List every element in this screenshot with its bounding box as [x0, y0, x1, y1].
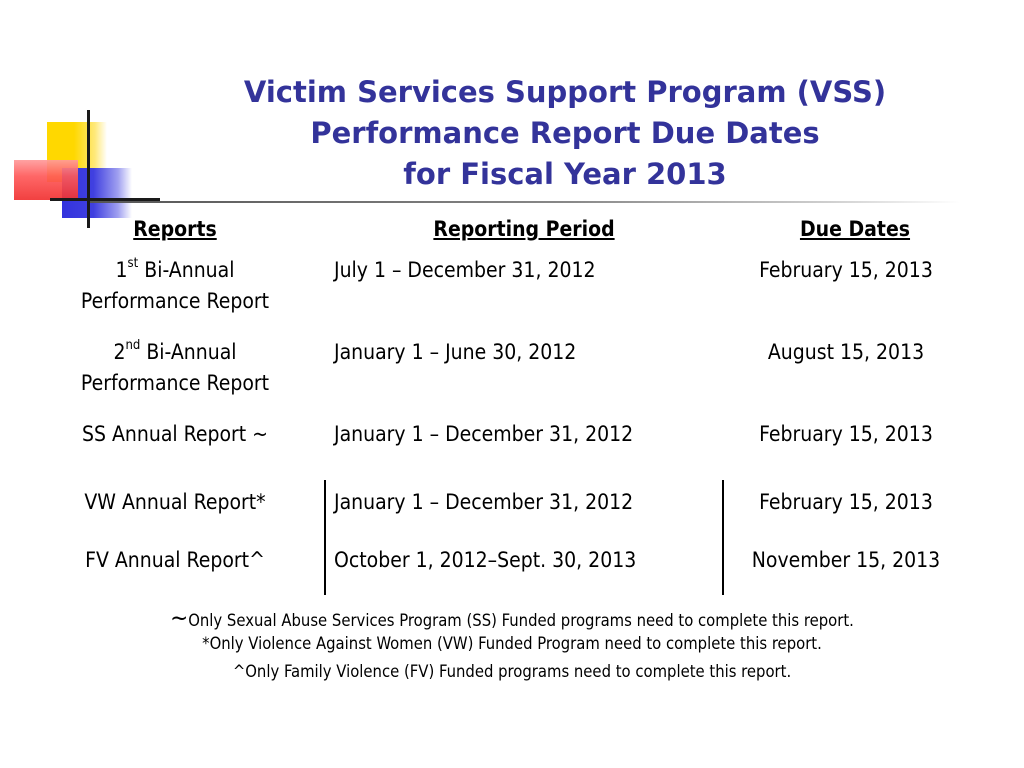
footnote-ss [20, 606, 1004, 633]
row-2-report-suffix: nd [125, 338, 141, 353]
footnote-ss-text: Only Sexual Abuse Services Program (SS) Funded programs need to complete this report. [188, 611, 854, 630]
row-5-due-date: November 15, 2013 [751, 548, 941, 572]
footnote-fv: ^Only Family Violence (FV) Funded programs need to complete this report. [232, 662, 792, 681]
row-1-period: July 1 – December 31, 2012 [334, 258, 596, 282]
row-1-report-suffix: st [127, 256, 139, 271]
header-due-dates: Due Dates [799, 217, 911, 241]
row-3-report: SS Annual Report ~ [81, 422, 269, 446]
row-2-period: January 1 – June 30, 2012 [334, 340, 577, 364]
title-line-3: for Fiscal Year 2013 [403, 157, 727, 191]
row-1-report [48, 255, 302, 317]
header-reports: Reports [133, 217, 217, 241]
row-4-report: VW Annual Report* [84, 490, 266, 514]
row-2-due-date: August 15, 2013 [767, 340, 925, 364]
row-3-due-date: February 15, 2013 [759, 422, 933, 446]
row-2-report-line-2: Performance Report [80, 371, 270, 395]
row-2-report-line-1: Bi-Annual [146, 340, 237, 364]
row-5-report: FV Annual Report^ [85, 548, 265, 572]
slide-title [180, 72, 950, 195]
column-divider-right [722, 480, 724, 595]
red-square-shape [14, 160, 78, 200]
title-line-2: Performance Report Due Dates [310, 116, 820, 150]
row-1-due-date: February 15, 2013 [759, 258, 933, 282]
row-2-report-ordinal: 2 [113, 340, 126, 364]
row-1-report-line-2: Performance Report [80, 289, 270, 313]
row-1-report-ordinal: 1 [115, 258, 128, 282]
decorative-logo [0, 0, 160, 240]
row-2-report [48, 337, 302, 399]
row-3-period: January 1 – December 31, 2012 [334, 422, 634, 446]
footnote-vw: *Only Violence Against Women (VW) Funded Program need to complete this report. [202, 634, 822, 653]
row-4-period: January 1 – December 31, 2012 [334, 490, 634, 514]
row-1-report-line-1: Bi-Annual [144, 258, 235, 282]
row-5-period: October 1, 2012–Sept. 30, 2013 [334, 548, 637, 572]
row-4-due-date: February 15, 2013 [759, 490, 933, 514]
vertical-line-shape [87, 110, 90, 228]
title-line-1: Victim Services Support Program (VSS) [243, 75, 887, 109]
title-underline-rule [90, 201, 960, 203]
header-reporting-period: Reporting Period [433, 217, 615, 241]
column-divider-left [324, 480, 326, 595]
footnote-ss-symbol: ~ [170, 604, 189, 632]
